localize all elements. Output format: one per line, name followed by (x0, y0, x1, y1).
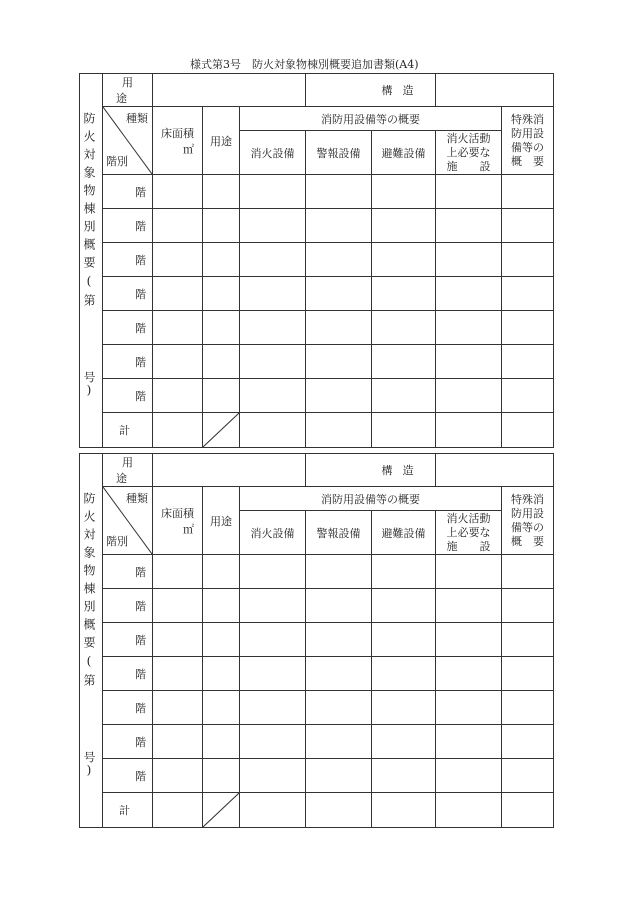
floor-label-cell: 階 (103, 209, 153, 243)
total-evac-field[interactable] (372, 793, 436, 828)
firefighting-header (436, 131, 502, 175)
floor-row (80, 589, 554, 623)
special-line-4: 概 要 (511, 154, 545, 168)
evacuation-header: 避難設備 (372, 131, 436, 175)
evac-field[interactable] (372, 243, 436, 277)
firefighting-field[interactable] (436, 725, 502, 759)
area-field[interactable] (153, 725, 203, 759)
firefighting-field[interactable] (436, 759, 502, 793)
floor-row (80, 555, 554, 589)
form-title: 様式第3号 防火対象物棟別概要追加書類(A4) (190, 58, 419, 71)
firefighting-field[interactable] (436, 555, 502, 589)
special-field[interactable] (502, 555, 554, 589)
youto-label: 用途 (116, 76, 145, 105)
equipment-header: 消防用設備等の概要 (240, 487, 502, 511)
firefighting-field[interactable] (436, 657, 502, 691)
floor-label-cell: 階 (103, 311, 153, 345)
use-field[interactable] (203, 345, 240, 379)
firefighting-field[interactable] (436, 311, 502, 345)
special-line-1: 特殊消 (511, 492, 545, 506)
special-line-4: 概 要 (511, 534, 545, 548)
special-field[interactable] (502, 311, 554, 345)
diagonal-line (203, 793, 239, 827)
alarm-field[interactable] (306, 555, 372, 589)
alarm-field[interactable] (306, 691, 372, 725)
area-field[interactable] (153, 759, 203, 793)
floor-row (80, 277, 554, 311)
youto-label-cell (103, 454, 153, 487)
floor-row (80, 691, 554, 725)
total-alarm-field[interactable] (306, 413, 372, 448)
firefighting-field[interactable] (436, 345, 502, 379)
evac-field[interactable] (372, 725, 436, 759)
evac-field[interactable] (372, 759, 436, 793)
total-use-crossed (203, 413, 240, 448)
firefighting-line-1: 消火活動 (446, 511, 491, 525)
use-field[interactable] (203, 243, 240, 277)
kouzou-field[interactable] (436, 74, 554, 107)
area-field[interactable] (153, 243, 203, 277)
special-field[interactable] (502, 691, 554, 725)
firefighting-line-2: 上必要な (446, 525, 491, 539)
side-label (80, 74, 103, 448)
firefighting-line-3: 施 設 (446, 159, 491, 173)
firefighting-field[interactable] (436, 209, 502, 243)
kouzou-spacer (306, 454, 372, 487)
area-field[interactable] (153, 555, 203, 589)
floor-row (80, 345, 554, 379)
firefighting-field[interactable] (436, 379, 502, 413)
special-field[interactable] (502, 379, 554, 413)
evac-field[interactable] (372, 589, 436, 623)
area-field[interactable] (153, 657, 203, 691)
kouzou-label: 構造 (381, 84, 424, 97)
use-field[interactable] (203, 311, 240, 345)
floor-row (80, 243, 554, 277)
evac-field[interactable] (372, 657, 436, 691)
total-label: 計 (103, 413, 153, 448)
fire-ext-field[interactable] (240, 759, 306, 793)
area-field[interactable] (153, 589, 203, 623)
special-line-1: 特殊消 (511, 112, 545, 126)
fire-ext-field[interactable] (240, 589, 306, 623)
fire-extinguishing-header: 消火設備 (240, 131, 306, 175)
kouzou-label: 構造 (381, 464, 424, 477)
total-alarm-field[interactable] (306, 793, 372, 828)
area-unit: ㎡ (183, 142, 194, 156)
kind-floor-header (103, 487, 153, 555)
area-header (153, 107, 203, 175)
building-summary-form-2 (79, 453, 554, 828)
total-area-field[interactable] (153, 793, 203, 828)
kind-label: 種類 (126, 492, 148, 505)
evac-field[interactable] (372, 555, 436, 589)
youto-label: 用途 (116, 456, 145, 485)
total-firefighting-field[interactable] (436, 793, 502, 828)
area-unit: ㎡ (183, 522, 194, 536)
floor-row (80, 175, 554, 209)
total-special-field[interactable] (502, 413, 554, 448)
fire-ext-field[interactable] (240, 311, 306, 345)
floor-label: 階別 (106, 535, 128, 548)
fire-extinguishing-header: 消火設備 (240, 511, 306, 555)
special-field[interactable] (502, 589, 554, 623)
floor-label-cell: 階 (103, 175, 153, 209)
kouzou-spacer (306, 74, 372, 107)
area-header (153, 487, 203, 555)
alarm-field[interactable] (306, 209, 372, 243)
area-field[interactable] (153, 691, 203, 725)
evacuation-header: 避難設備 (372, 511, 436, 555)
diagonal-line (203, 413, 239, 447)
side-label-top: 防火対象物棟別概要(第 (82, 492, 96, 692)
floor-label-cell: 階 (103, 589, 153, 623)
area-field[interactable] (153, 277, 203, 311)
use-header: 用途 (203, 487, 240, 555)
total-row (80, 413, 554, 448)
total-firefighting-field[interactable] (436, 413, 502, 448)
special-field[interactable] (502, 725, 554, 759)
fire-ext-field[interactable] (240, 277, 306, 311)
alarm-field[interactable] (306, 657, 372, 691)
floor-label-cell: 階 (103, 759, 153, 793)
area-label: 床面積 (161, 126, 194, 140)
floor-row (80, 209, 554, 243)
total-use-crossed (203, 793, 240, 828)
total-row (80, 793, 554, 828)
alarm-field[interactable] (306, 277, 372, 311)
floor-row (80, 759, 554, 793)
alarm-header: 警報設備 (306, 131, 372, 175)
use-field[interactable] (203, 379, 240, 413)
floor-label-cell: 階 (103, 345, 153, 379)
fire-ext-field[interactable] (240, 209, 306, 243)
floor-row (80, 379, 554, 413)
special-field[interactable] (502, 209, 554, 243)
alarm-field[interactable] (306, 379, 372, 413)
floor-label-cell: 階 (103, 243, 153, 277)
firefighting-line-3: 施 設 (446, 539, 491, 553)
total-label: 計 (103, 793, 153, 828)
special-field[interactable] (502, 277, 554, 311)
special-line-2: 防用設 (511, 506, 545, 520)
special-line-3: 備等の (511, 140, 545, 154)
use-header: 用途 (203, 107, 240, 175)
evac-field[interactable] (372, 691, 436, 725)
evac-field[interactable] (372, 277, 436, 311)
area-field[interactable] (153, 379, 203, 413)
floor-row (80, 623, 554, 657)
use-field[interactable] (203, 623, 240, 657)
kind-floor-header (103, 107, 153, 175)
fire-ext-field[interactable] (240, 691, 306, 725)
kouzou-label-cell (372, 74, 436, 107)
alarm-field[interactable] (306, 175, 372, 209)
firefighting-field[interactable] (436, 691, 502, 725)
fire-ext-field[interactable] (240, 379, 306, 413)
fire-ext-field[interactable] (240, 725, 306, 759)
firefighting-line-1: 消火活動 (446, 131, 491, 145)
floor-label-cell: 階 (103, 555, 153, 589)
area-label: 床面積 (161, 506, 194, 520)
area-field[interactable] (153, 209, 203, 243)
special-line-2: 防用設 (511, 126, 545, 140)
evac-field[interactable] (372, 345, 436, 379)
alarm-field[interactable] (306, 345, 372, 379)
alarm-field[interactable] (306, 759, 372, 793)
special-header (502, 487, 554, 555)
special-field[interactable] (502, 657, 554, 691)
use-field[interactable] (203, 691, 240, 725)
building-summary-form-1 (79, 73, 554, 448)
use-field[interactable] (203, 657, 240, 691)
kouzou-label-cell (372, 454, 436, 487)
total-fire-ext-field[interactable] (240, 413, 306, 448)
alarm-field[interactable] (306, 589, 372, 623)
floor-label-cell: 階 (103, 379, 153, 413)
floor-label-cell: 階 (103, 725, 153, 759)
side-label-bottom: 号) (82, 751, 96, 777)
floor-row (80, 657, 554, 691)
fire-ext-field[interactable] (240, 243, 306, 277)
youto-field[interactable] (153, 454, 306, 487)
floor-label-cell: 階 (103, 623, 153, 657)
use-field[interactable] (203, 209, 240, 243)
fire-ext-field[interactable] (240, 175, 306, 209)
area-field[interactable] (153, 623, 203, 657)
total-special-field[interactable] (502, 793, 554, 828)
floor-row (80, 311, 554, 345)
fire-ext-field[interactable] (240, 623, 306, 657)
equipment-header: 消防用設備等の概要 (240, 107, 502, 131)
area-field[interactable] (153, 175, 203, 209)
firefighting-field[interactable] (436, 589, 502, 623)
side-label (80, 454, 103, 828)
total-fire-ext-field[interactable] (240, 793, 306, 828)
total-area-field[interactable] (153, 413, 203, 448)
special-line-3: 備等の (511, 520, 545, 534)
fire-ext-field[interactable] (240, 657, 306, 691)
floor-label: 階別 (106, 155, 128, 168)
use-field[interactable] (203, 555, 240, 589)
evac-field[interactable] (372, 209, 436, 243)
special-field[interactable] (502, 759, 554, 793)
kouzou-field[interactable] (436, 454, 554, 487)
alarm-header: 警報設備 (306, 511, 372, 555)
alarm-field[interactable] (306, 311, 372, 345)
total-evac-field[interactable] (372, 413, 436, 448)
special-field[interactable] (502, 175, 554, 209)
evac-field[interactable] (372, 311, 436, 345)
evac-field[interactable] (372, 175, 436, 209)
use-field[interactable] (203, 759, 240, 793)
area-field[interactable] (153, 311, 203, 345)
side-label-bottom: 号) (82, 371, 96, 397)
firefighting-field[interactable] (436, 277, 502, 311)
special-header (502, 107, 554, 175)
floor-label-cell: 階 (103, 691, 153, 725)
fire-ext-field[interactable] (240, 345, 306, 379)
floor-row (80, 725, 554, 759)
alarm-field[interactable] (306, 725, 372, 759)
firefighting-header (436, 511, 502, 555)
special-field[interactable] (502, 345, 554, 379)
alarm-field[interactable] (306, 243, 372, 277)
youto-field[interactable] (153, 74, 306, 107)
use-field[interactable] (203, 589, 240, 623)
firefighting-field[interactable] (436, 175, 502, 209)
kind-label: 種類 (126, 112, 148, 125)
use-field[interactable] (203, 175, 240, 209)
floor-label-cell: 階 (103, 277, 153, 311)
alarm-field[interactable] (306, 623, 372, 657)
area-field[interactable] (153, 345, 203, 379)
fire-ext-field[interactable] (240, 555, 306, 589)
firefighting-line-2: 上必要な (446, 145, 491, 159)
youto-label-cell (103, 74, 153, 107)
special-field[interactable] (502, 243, 554, 277)
side-label-top: 防火対象物棟別概要(第 (82, 112, 96, 312)
firefighting-field[interactable] (436, 623, 502, 657)
use-field[interactable] (203, 277, 240, 311)
special-field[interactable] (502, 623, 554, 657)
evac-field[interactable] (372, 623, 436, 657)
firefighting-field[interactable] (436, 243, 502, 277)
use-field[interactable] (203, 725, 240, 759)
floor-label-cell: 階 (103, 657, 153, 691)
evac-field[interactable] (372, 379, 436, 413)
